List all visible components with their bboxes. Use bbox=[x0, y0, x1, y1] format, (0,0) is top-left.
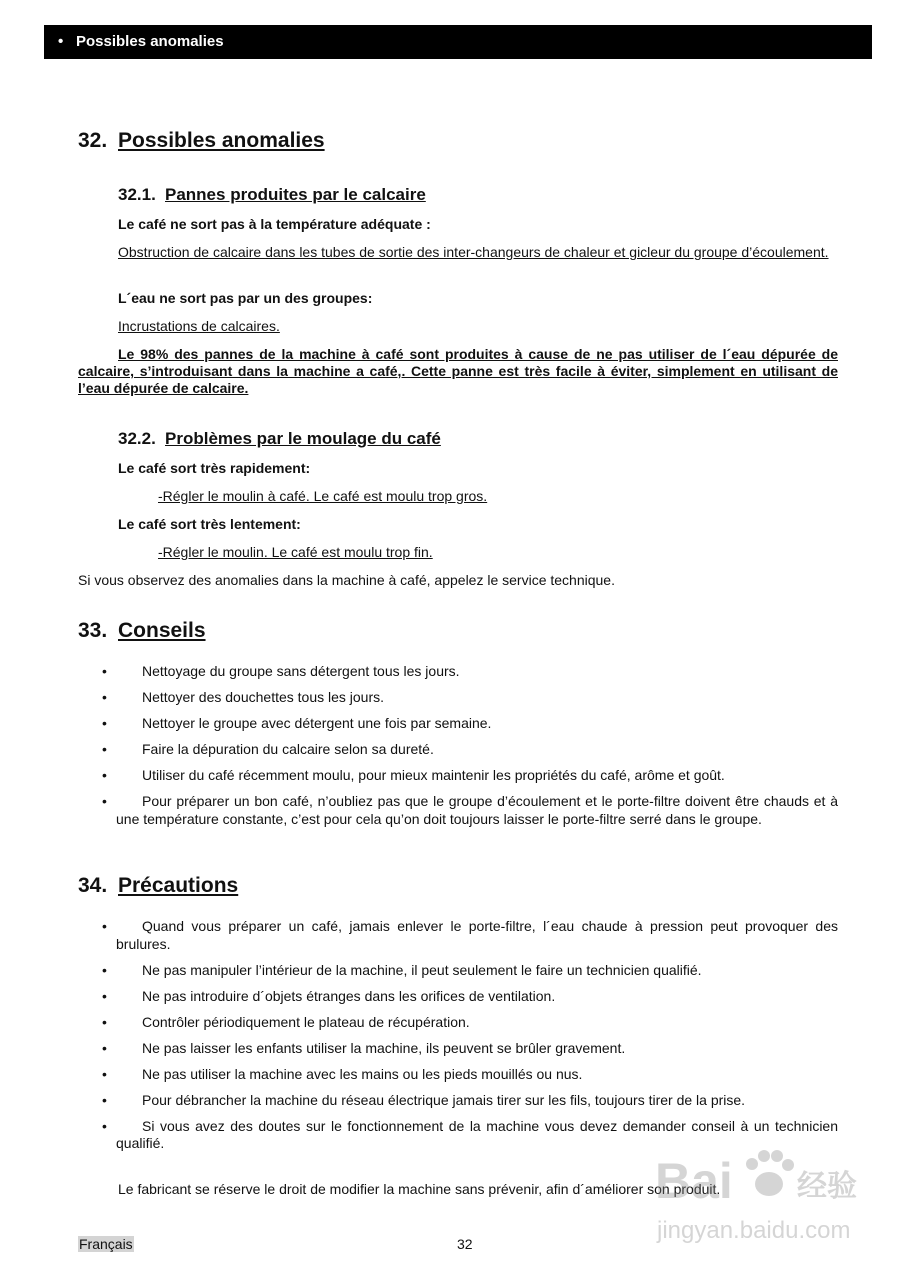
list-item: • Pour préparer un bon café, n’oubliez pas que le groupe d’écoulement et le porte-filtre doivent être chauds et à une température constante, c’est pour cela qu’on doit toujours laisser le porte-filtre serré dans le groupe. bbox=[102, 793, 838, 827]
section-32-heading bbox=[78, 129, 325, 153]
list-item: • Si vous avez des doutes sur le fonctionnement de la machine vous devez demander conseil à un technicien qualifié. bbox=[102, 1117, 838, 1151]
bullet-icon: • bbox=[102, 1013, 107, 1030]
bullet-icon: • bbox=[102, 1117, 107, 1134]
precautions-list bbox=[78, 918, 838, 1153]
section-title: Possibles anomalies bbox=[118, 129, 325, 152]
list-item: • Ne pas introduire d´objets étranges dans les orifices de ventilation. bbox=[102, 987, 556, 1004]
list-item: • Contrôler périodiquement le plateau de récupération. bbox=[102, 1013, 470, 1030]
header-title: Possibles anomalies bbox=[76, 33, 224, 50]
symptom-no-water: L´eau ne sort pas par un des groupes: bbox=[118, 290, 373, 306]
watermark-url: jingyan.baidu.com bbox=[657, 1217, 851, 1244]
symptom-fast: Le café sort très rapidement: bbox=[118, 460, 311, 476]
list-item: • Faire la dépuration du calcaire selon sa dureté. bbox=[102, 741, 434, 757]
bullet-icon: • bbox=[102, 793, 107, 809]
bullet-icon: • bbox=[102, 689, 107, 705]
list-item: • Utiliser du café récemment moulu, pour mieux maintenir les propriétés du café, arôme et goût. bbox=[102, 767, 725, 783]
bullet-icon: • bbox=[102, 663, 107, 679]
section-34-heading bbox=[78, 874, 238, 898]
list-item: • Nettoyer le groupe avec détergent une fois par semaine. bbox=[102, 715, 492, 731]
section-number: 32. bbox=[78, 129, 108, 152]
subsection-number: 32.1. bbox=[118, 185, 156, 204]
symptom-slow: Le café sort très lentement: bbox=[118, 516, 301, 532]
calcaire-warning-note: Le 98% des pannes de la machine à café sont produites à cause de ne pas utiliser de l´eau dépurée de calcaire, s’introduisant dans la machine a café,. Cette panne est très facile à éviter, simplement en utilisant de l’eau dépurée de calcaire. bbox=[78, 346, 838, 396]
bullet-icon: • bbox=[102, 1065, 107, 1082]
bullet-icon: • bbox=[102, 741, 107, 757]
header-bullet: • bbox=[58, 33, 64, 50]
manufacturer-disclaimer: Le fabricant se réserve le droit de modifier la machine sans prévenir, afin d´améliorer son produit. bbox=[118, 1181, 721, 1197]
cause-incrustations: Incrustations de calcaires. bbox=[118, 318, 280, 334]
section-number: 34. bbox=[78, 874, 108, 897]
conseils-list bbox=[78, 663, 838, 828]
bullet-icon: • bbox=[102, 1091, 107, 1108]
baidu-watermark-logo bbox=[651, 1140, 866, 1250]
service-note: Si vous observez des anomalies dans la machine à café, appelez le service technique. bbox=[78, 572, 615, 588]
list-item: • Ne pas utiliser la machine avec les mains ou les pieds mouillés ou nus. bbox=[102, 1065, 583, 1082]
list-item: • Nettoyer des douchettes tous les jours. bbox=[102, 689, 385, 705]
bullet-icon: • bbox=[102, 715, 107, 731]
watermark-brand-cn: 经验 bbox=[797, 1169, 857, 1204]
bullet-icon: • bbox=[102, 767, 107, 783]
list-item: • Ne pas laisser les enfants utiliser la machine, ils peuvent se brûler gravement. bbox=[102, 1039, 626, 1056]
subsection-number: 32.2. bbox=[118, 429, 156, 448]
list-item: • Nettoyage du groupe sans détergent tous les jours. bbox=[102, 663, 460, 679]
subsection-32-1-heading bbox=[118, 185, 426, 205]
bullet-icon: • bbox=[102, 987, 107, 1004]
bullet-icon: • bbox=[102, 961, 107, 978]
list-item: • Quand vous préparer un café, jamais enlever le porte-filtre, l´eau chaude à pression peut provoquer des brulures. bbox=[102, 918, 838, 952]
list-item: • Ne pas manipuler l’intérieur de la machine, il peut seulement le faire un technicien qualifié. bbox=[102, 961, 702, 978]
bullet-icon: • bbox=[102, 1039, 107, 1056]
section-title: Conseils bbox=[118, 619, 206, 642]
cause-obstruction: Obstruction de calcaire dans les tubes de sortie des inter-changeurs de chaleur et gicleur du groupe d’écoulement. bbox=[118, 244, 829, 260]
list-item: • Pour débrancher la machine du réseau électrique jamais tirer sur les fils, toujours tirer de la prise. bbox=[102, 1091, 746, 1108]
remedy-fast: -Régler le moulin à café. Le café est moulu trop gros. bbox=[158, 488, 488, 504]
watermark-brand: Bai bbox=[655, 1153, 733, 1209]
footer-language: Français bbox=[79, 1236, 133, 1252]
subsection-32-2-heading bbox=[118, 429, 441, 449]
header-bar bbox=[44, 25, 872, 59]
symptom-temperature: Le café ne sort pas à la température adéquate : bbox=[118, 216, 431, 232]
section-number: 33. bbox=[78, 619, 108, 642]
remedy-slow: -Régler le moulin. Le café est moulu trop fin. bbox=[158, 544, 433, 560]
bullet-icon: • bbox=[102, 918, 107, 934]
footer-page-number: 32 bbox=[457, 1236, 473, 1252]
subsection-title: Pannes produites par le calcaire bbox=[165, 185, 426, 204]
paw-icon bbox=[746, 1150, 794, 1196]
section-33-heading bbox=[78, 619, 206, 643]
section-title: Précautions bbox=[118, 874, 239, 897]
subsection-title: Problèmes par le moulage du café bbox=[165, 429, 441, 448]
